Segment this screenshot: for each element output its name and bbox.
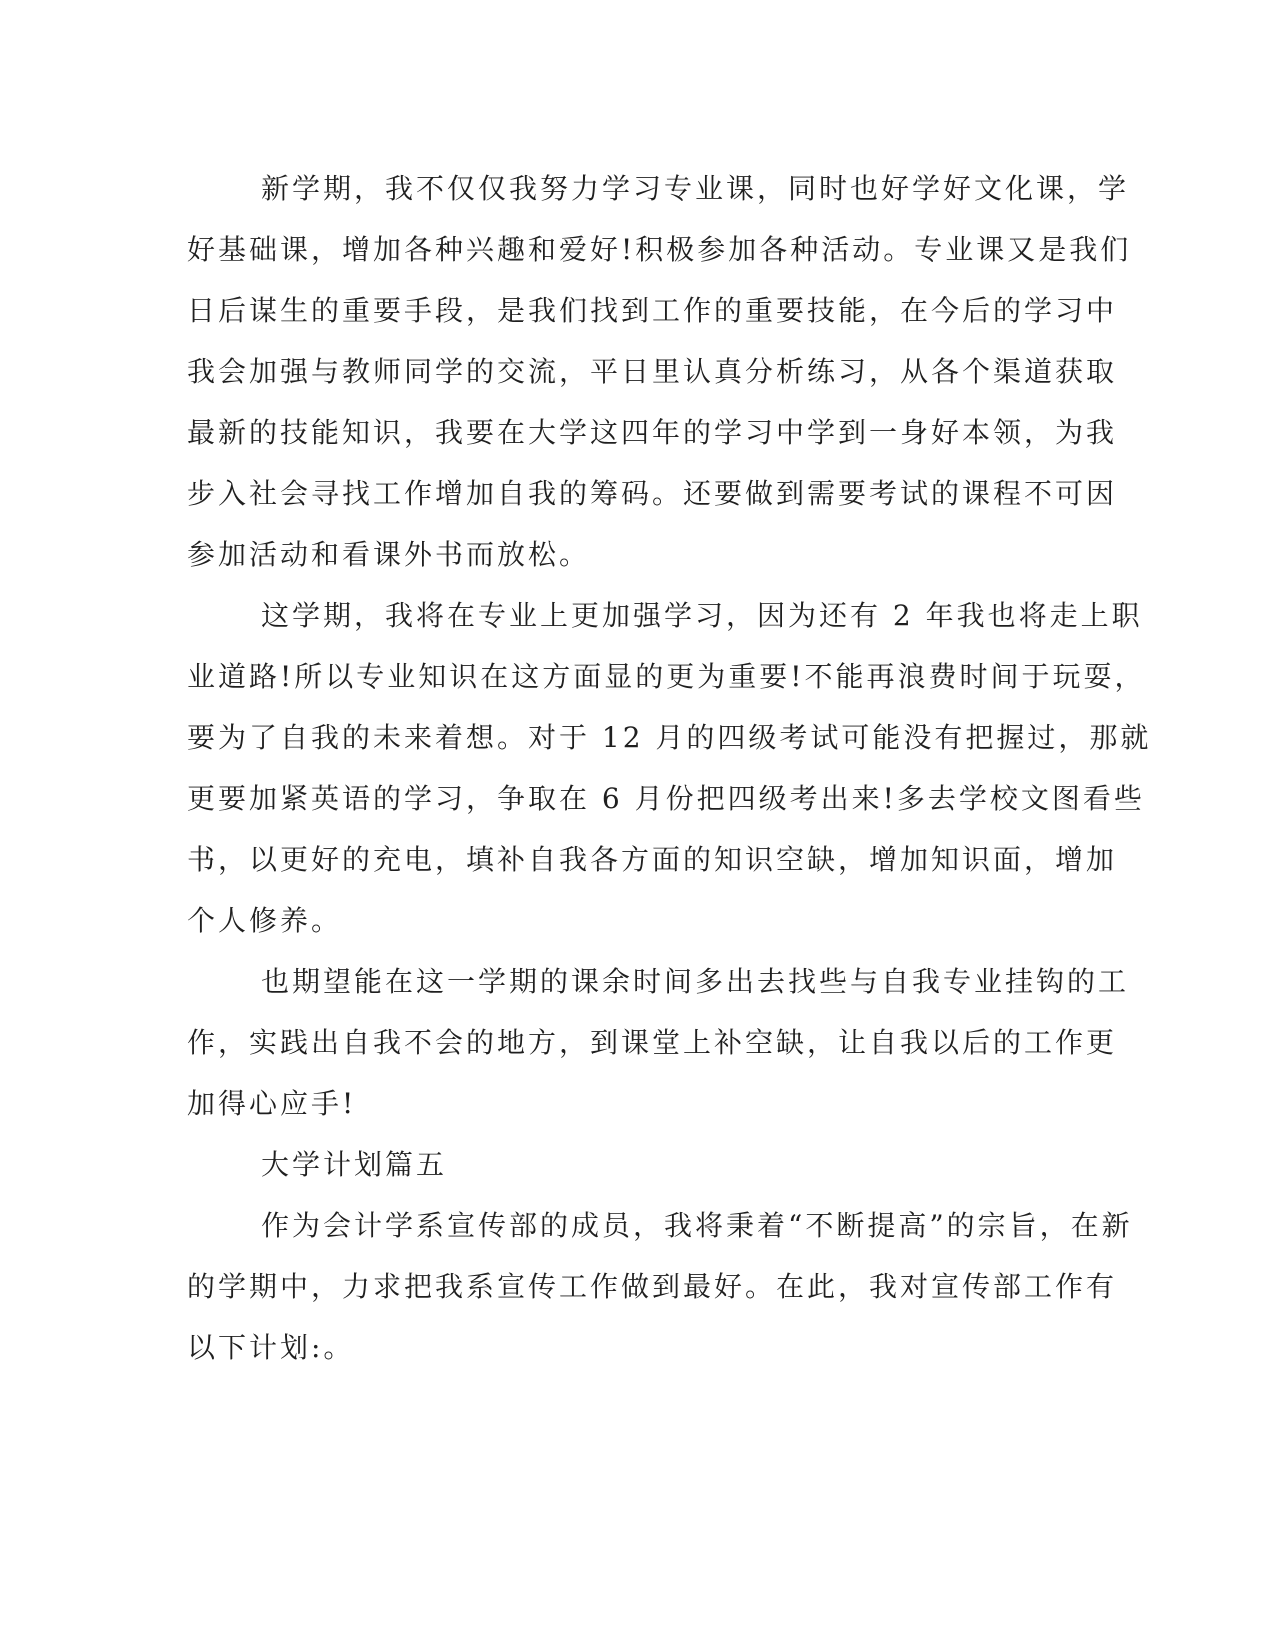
heading-line: 大学计划篇五 — [261, 1148, 448, 1181]
paragraph-semester-goals — [187, 585, 1152, 951]
text-line: 作为会计学系宣传部的成员，我将秉着“不断提高”的宗旨，在新 — [261, 1209, 1133, 1242]
paragraph-publicity-plan — [187, 1195, 1133, 1378]
paragraph-study-plan — [187, 158, 1132, 585]
text-line: 也期望能在这一学期的课余时间多出去找些与自我专业挂钩的工 — [261, 965, 1130, 998]
text-line: 最新的技能知识，我要在大学这四年的学习中学到一身好本领，为我 — [187, 416, 1118, 449]
text-line: 业道路!所以专业知识在这方面显的更为重要!不能再浪费时间于玩耍， — [187, 660, 1146, 693]
text-line: 这学期，我将在专业上更加强学习，因为还有 2 年我也将走上职 — [261, 599, 1143, 632]
text-line: 书，以更好的充电，填补自我各方面的知识空缺，增加知识面，增加 — [187, 843, 1118, 876]
text-line: 我会加强与教师同学的交流，平日里认真分析练习，从各个渠道获取 — [187, 355, 1118, 388]
document-body — [187, 158, 1152, 1378]
text-line: 步入社会寻找工作增加自我的筹码。还要做到需要考试的课程不可因 — [187, 477, 1118, 510]
text-line: 的学期中，力求把我系宣传工作做到最好。在此，我对宣传部工作有 — [187, 1270, 1118, 1303]
text-line: 更要加紧英语的学习，争取在 6 月份把四级考出来!多去学校文图看些 — [187, 782, 1145, 815]
text-line: 加得心应手! — [187, 1087, 357, 1120]
text-line: 日后谋生的重要手段，是我们找到工作的重要技能，在今后的学习中 — [187, 294, 1118, 327]
text-line: 以下计划:。 — [187, 1331, 355, 1364]
text-line: 作，实践出自我不会的地方，到课堂上补空缺，让自我以后的工作更 — [187, 1026, 1118, 1059]
text-line: 要为了自我的未来着想。对于 12 月的四级考试可能没有把握过，那就 — [187, 721, 1152, 754]
paragraph-practice-hope — [187, 951, 1130, 1134]
section-heading — [187, 1134, 1082, 1195]
text-line: 个人修养。 — [187, 904, 343, 937]
text-line: 参加活动和看课外书而放松。 — [187, 538, 591, 571]
text-line: 好基础课，增加各种兴趣和爱好!积极参加各种活动。专业课又是我们 — [187, 233, 1132, 266]
text-line: 新学期，我不仅仅我努力学习专业课，同时也好学好文化课，学 — [261, 172, 1130, 205]
